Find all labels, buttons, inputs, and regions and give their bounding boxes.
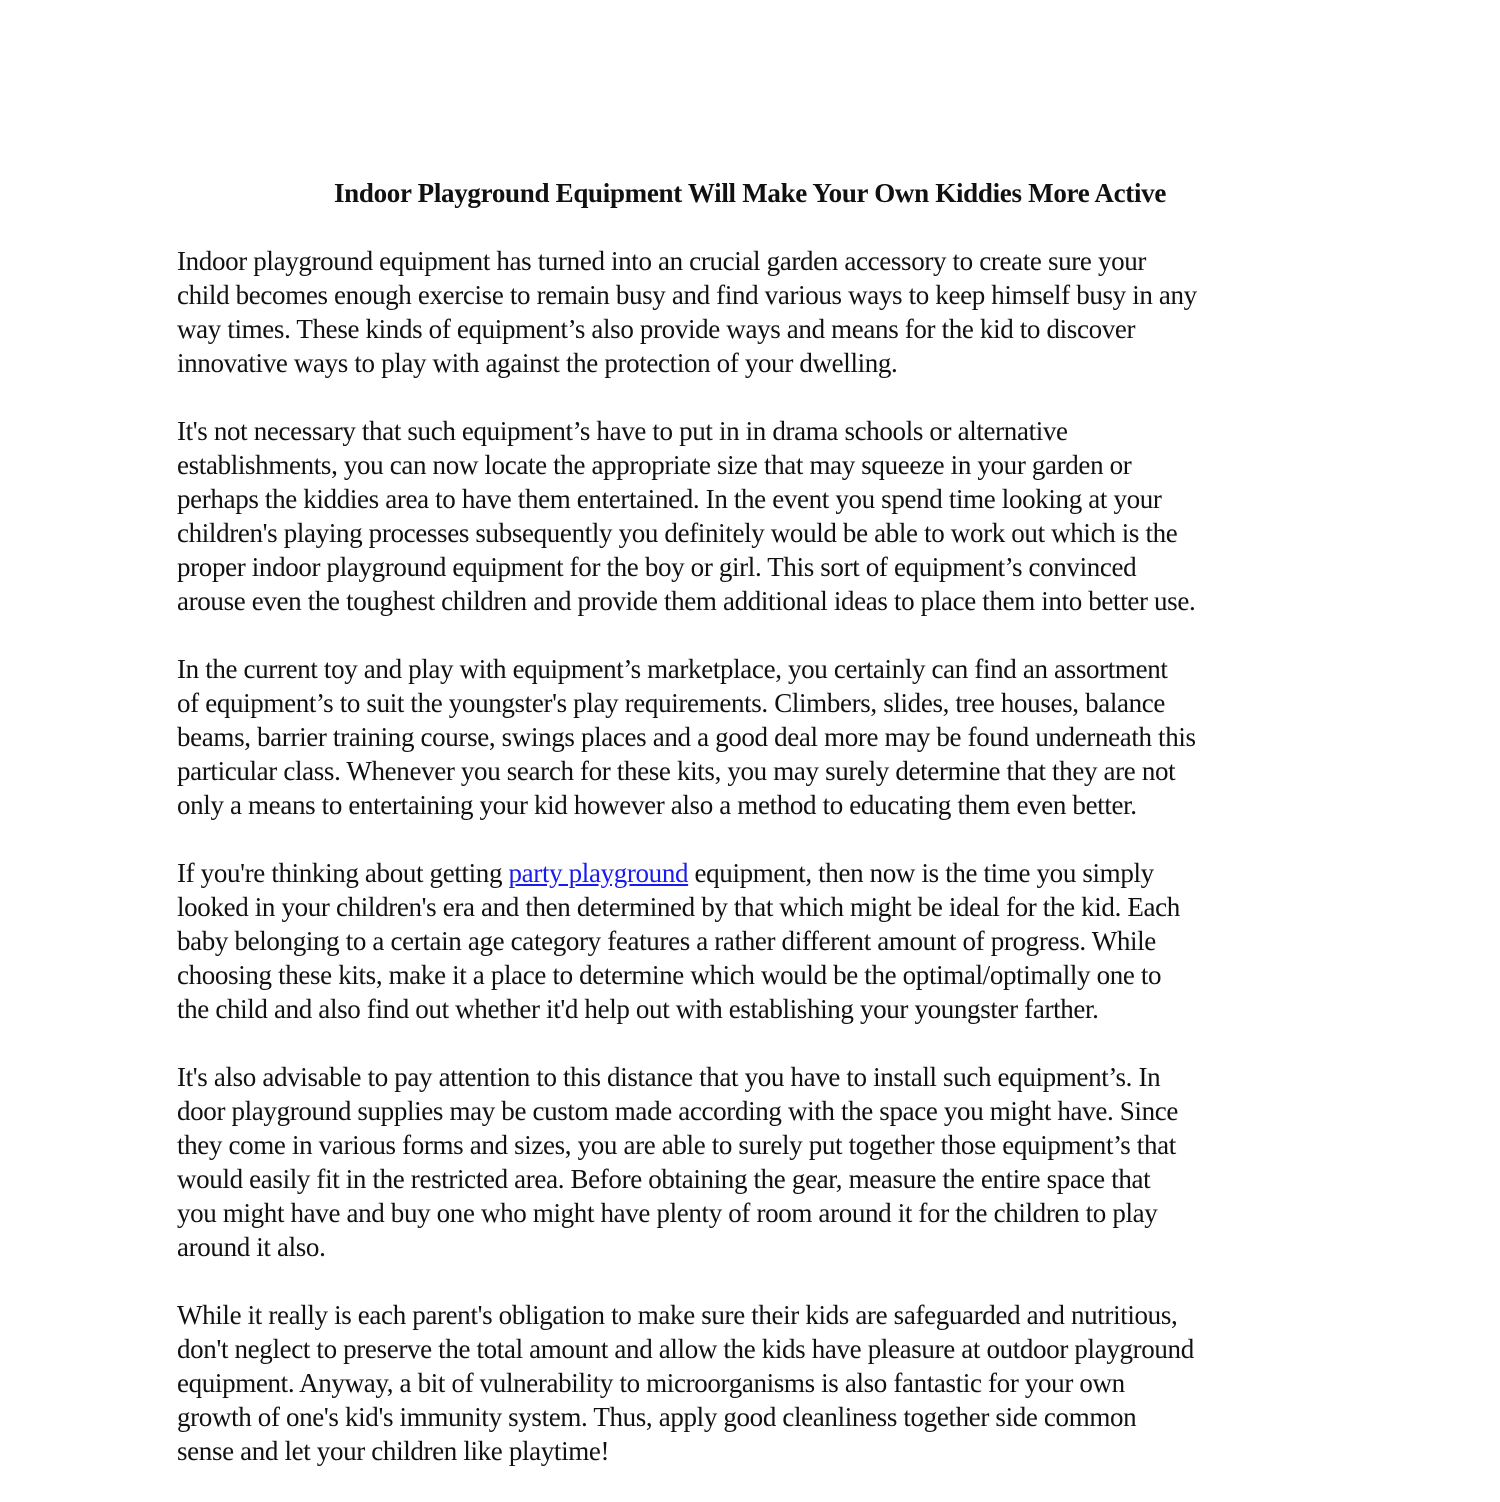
text-line: way times. These kinds of equipment’s also provide ways and means for the kid to discover [177,314,1136,344]
text-segment: If you're thinking about getting [177,858,509,888]
text-line: particular class. Whenever you search for these kits, you may surely determine that they are not [177,756,1176,786]
text-line: don't neglect to preserve the total amount and allow the kids have pleasure at outdoor playground [177,1334,1194,1364]
text-line: would easily fit in the restricted area. Before obtaining the gear, measure the entire space that [177,1164,1151,1194]
text-line: the child and also find out whether it'd help out with establishing your youngster farther. [177,994,1099,1024]
document-title: Indoor Playground Equipment Will Make Your Own Kiddies More Active [333,178,1167,208]
text-line: baby belonging to a certain age category features a rather different amount of progress. While [177,926,1156,956]
text-line: they come in various forms and sizes, you are able to surely put together those equipment’s that [177,1130,1176,1160]
text-line: innovative ways to play with against the protection of your dwelling. [177,348,898,378]
paragraph [177,244,1337,380]
party-playground-link[interactable]: party playground [508,858,689,888]
text-line: choosing these kits, make it a place to determine which would be the optimal/optimally one to [177,960,1162,990]
text-line: looked in your children's era and then determined by that which might be ideal for the kid. Each [177,892,1180,922]
text-line: Indoor playground equipment has turned into an crucial garden accessory to create sure your [177,246,1147,276]
text-line: It's not necessary that such equipment’s have to put in in drama schools or alternative [177,416,1068,446]
text-line: establishments, you can now locate the appropriate size that may squeeze in your garden or [177,450,1132,480]
document-body [177,244,1337,1468]
text-line: children's playing processes subsequently you definitely would be able to work out which is the [177,518,1178,548]
text-line: growth of one's kid's immunity system. Thus, apply good cleanliness together side common [177,1402,1137,1432]
text-line: door playground supplies may be custom made according with the space you might have. Since [177,1096,1179,1126]
text-line: sense and let your children like playtime! [177,1436,610,1466]
text-line: It's also advisable to pay attention to this distance that you have to install such equipment’s. In [177,1062,1161,1092]
text-line [177,856,1337,890]
text-line: beams, barrier training course, swings places and a good deal more may be found underneath this [177,722,1196,752]
text-line: of equipment’s to suit the youngster's play requirements. Climbers, slides, tree houses, balance [177,688,1166,718]
text-line: proper indoor playground equipment for the boy or girl. This sort of equipment’s convinced [177,552,1137,582]
text-line: child becomes enough exercise to remain busy and find various ways to keep himself busy in any [177,280,1197,310]
text-line: While it really is each parent's obligation to make sure their kids are safeguarded and nutritious, [177,1300,1178,1330]
text-segment: equipment, then now is the time you simply [688,858,1154,888]
text-line: perhaps the kiddies area to have them entertained. In the event you spend time looking at your [177,484,1162,514]
paragraph [177,652,1337,822]
paragraph [177,856,1337,1026]
text-line: only a means to entertaining your kid however also a method to educating them even better. [177,790,1137,820]
text-line: equipment. Anyway, a bit of vulnerability to microorganisms is also fantastic for your own [177,1368,1125,1398]
paragraph [177,1298,1337,1468]
paragraph [177,1060,1337,1264]
text-line: you might have and buy one who might have plenty of room around it for the children to play [177,1198,1158,1228]
text-line: around it also. [177,1232,326,1262]
text-line: In the current toy and play with equipment’s marketplace, you certainly can find an assortment [177,654,1168,684]
document-page [177,176,1337,1502]
text-line: arouse even the toughest children and provide them additional ideas to place them into better use. [177,586,1196,616]
paragraph [177,414,1337,618]
